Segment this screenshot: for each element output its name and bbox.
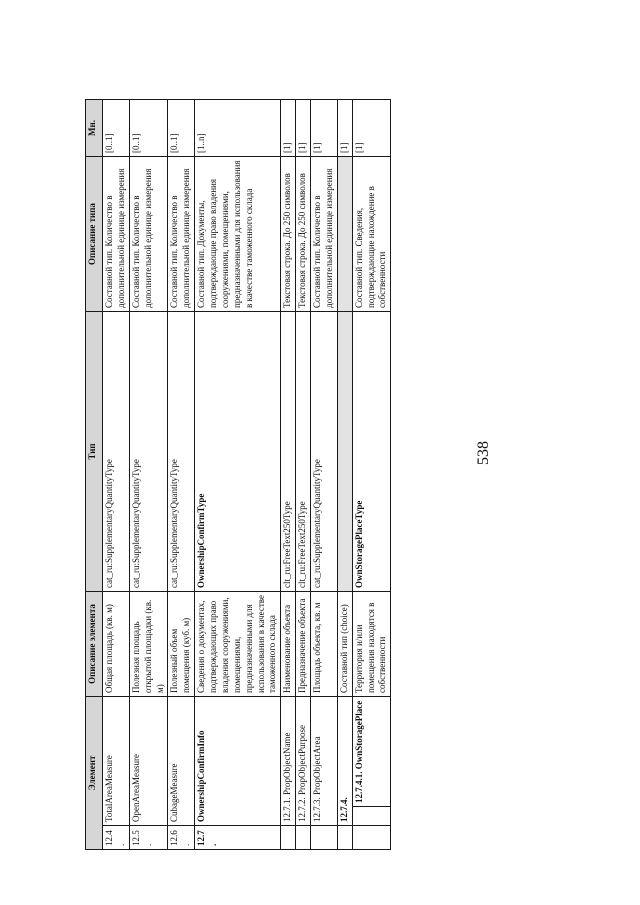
table-row [352,100,391,850]
element-desc: Предназначение объекта [296,592,311,697]
type-name: cat_ru:SupplementaryQuantityType [168,312,195,592]
multiplicity: [0..1] [168,100,195,157]
type-name: OwnershipConfirmType [195,312,281,592]
table-row [296,100,311,850]
element-name-nested [296,697,311,826]
header-type-desc: Описание типа [86,157,103,312]
indent-cell [337,826,352,850]
table-row [168,100,195,850]
row-number: 12.5. [129,826,168,850]
header-element-desc: Описание элемента [86,592,103,697]
element-name: PropObjectName [282,732,293,795]
type-desc: Текстовая строка. До 250 символов [296,157,311,312]
table-row [195,100,281,850]
multiplicity: [1] [296,100,311,157]
indent-cell [296,826,311,850]
type-name: cat_ru:SupplementaryQuantityType [129,312,168,592]
table-row [311,100,338,850]
header-mult: Мн. [86,100,103,157]
row-number: 12.7.4.1. [353,771,364,803]
element-desc: Территория и/или помещения находятся в собственности [352,592,391,697]
type-name: clt_ru:FreeText250Type [296,312,311,592]
type-name: cat_ru:SupplementaryQuantityType [311,312,338,592]
element-desc: Наименование объекта [281,592,296,697]
element-name-nested [352,697,391,807]
element-name: PropObjectArea [312,736,322,795]
type-desc: Составной тип. Количество в дополнительной единице измерения [129,157,168,312]
type-desc: Составной тип. Количество в дополнительной единице измерения [168,157,195,312]
element-desc: Полезный объем помещения (куб. м) [168,592,195,697]
table-row [337,100,352,850]
element-name: OwnershipConfirmInfo [195,697,281,826]
type-desc: Текстовая строка. До 250 символов [281,157,296,312]
element-name: OpenAreaMeasure [129,697,168,826]
row-number: 12.7. [195,826,281,850]
indent-cell [352,807,391,826]
type-name: cat_ru:SupplementaryQuantityType [103,312,130,592]
page-number: 538 [475,441,492,465]
element-name: OwnStoragePlace [353,700,364,770]
row-number: 12.4. [103,826,130,850]
element-desc: Составной тип (choice) [337,592,352,697]
multiplicity: [0..1] [103,100,130,157]
element-desc: Сведения о документах, подтверждающих право владения сооружениями, помещениями, предназначенными для использования в качестве таможенного склада [195,592,281,697]
row-number: 12.7.3. [312,797,322,822]
row-number: 12.7.1. [282,797,293,822]
element-desc: Общая площадь (кв. м) [103,592,130,697]
type-desc: Составной тип. Документы, подтверждающие право владения сооружениями, помещениями, предназначенными для использования в качестве таможенного склада [195,157,281,312]
type-desc: Составной тип. Количество в дополнительной единице измерения [311,157,338,312]
multiplicity: [1] [352,100,391,157]
indent-cell [352,826,391,850]
table-row [281,100,296,850]
table-row [103,100,130,850]
type-desc: Составной тип. Количество в дополнительной единице измерения [103,157,130,312]
element-name: TotalAreaMeasure [103,697,130,826]
empty-type-desc-cell [337,157,352,312]
indent-cell [281,826,296,850]
multiplicity: [1] [281,100,296,157]
table-row [129,100,168,850]
empty-type-cell [337,312,352,592]
table-header-row [86,100,103,850]
element-desc: Площадь объекта, кв. м [311,592,338,697]
element-desc: Полезная площадь открытой площадки (кв. м) [129,592,168,697]
element-name: PropObjectPurpose [297,725,308,795]
type-desc: Составной тип. Сведения, подтверждающие нахождение в собственности [352,157,391,312]
multiplicity: [0..1] [129,100,168,157]
type-name: clt_ru:FreeText250Type [281,312,296,592]
element-name: CubageMeasure [168,697,195,826]
header-element: Элемент [86,697,103,850]
row-number: 12.7.2. [297,797,308,822]
multiplicity: [1] [311,100,338,157]
row-number: 12.7.4. [337,697,352,826]
row-number: 12.6. [168,826,195,850]
rotated-table-container [85,100,535,850]
element-name-nested [311,697,338,826]
indent-cell [311,826,338,850]
multiplicity: [1..n] [195,100,281,157]
element-name-nested [281,697,296,826]
type-name: OwnStoragePlaceType [352,312,391,592]
multiplicity: [1] [337,100,352,157]
header-type: Тип [86,312,103,592]
schema-table [85,99,391,850]
